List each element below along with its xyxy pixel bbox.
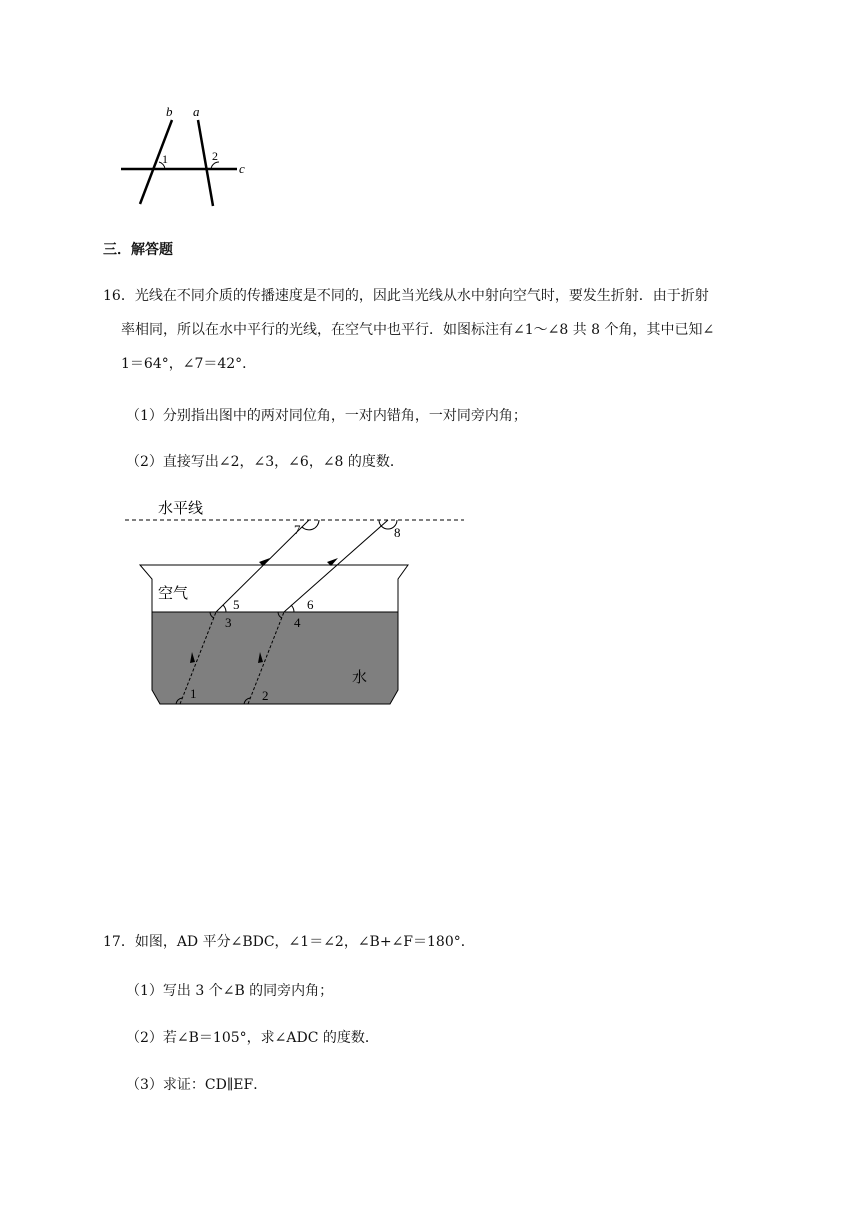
angle-label-7: 7: [294, 522, 301, 537]
angle-label-3: 3: [225, 615, 232, 630]
q17-line1: 17．如图，AD 平分∠BDC，∠1＝∠2，∠B+∠F＝180°．: [103, 934, 475, 950]
section-title: 三．解答题: [103, 242, 173, 258]
line-a: [198, 120, 213, 206]
q16-part1: （1）分别指出图中的两对同位角，一对内错角，一对同旁内角；: [126, 408, 527, 424]
angle-label-5: 5: [233, 597, 240, 612]
q17-part2: （2）若∠B＝105°，求∠ADC 的度数．: [126, 1030, 379, 1046]
angle-label-6: 6: [307, 597, 314, 612]
q16-line3: 1＝64°，∠7＝42°．: [121, 356, 257, 372]
horizon-label: 水平线: [158, 501, 204, 517]
angle-label-4: 4: [294, 615, 301, 630]
angle-label-1: 1: [190, 686, 197, 701]
label-a: a: [193, 104, 200, 119]
air-label: 空气: [158, 586, 189, 602]
water-label: 水: [352, 670, 368, 686]
figure-refraction: [120, 492, 470, 712]
q16-line2: 率相同，所以在水中平行的光线，在空气中也平行．如图标注有∠1～∠8 共 8 个角，其中已知∠: [121, 322, 715, 338]
figure-parallel-lines: [115, 100, 255, 212]
label-angle-1: 1: [162, 152, 168, 166]
angle-label-8: 8: [394, 525, 401, 540]
water-body: [152, 612, 398, 704]
label-angle-2: 2: [212, 149, 218, 163]
label-b: b: [166, 104, 173, 119]
q17-part3: （3）求证：CD∥EF．: [126, 1077, 268, 1093]
q16-part2: （2）直接写出∠2，∠3，∠6，∠8 的度数．: [126, 454, 404, 470]
label-c: c: [239, 161, 245, 176]
q16-line1: 16．光线在不同介质的传播速度是不同的，因此当光线从水中射向空气时，要发生折射．由于折射: [103, 288, 709, 304]
angle-label-2: 2: [262, 688, 269, 703]
q17-part1: （1）写出 3 个∠B 的同旁内角；: [126, 983, 334, 999]
